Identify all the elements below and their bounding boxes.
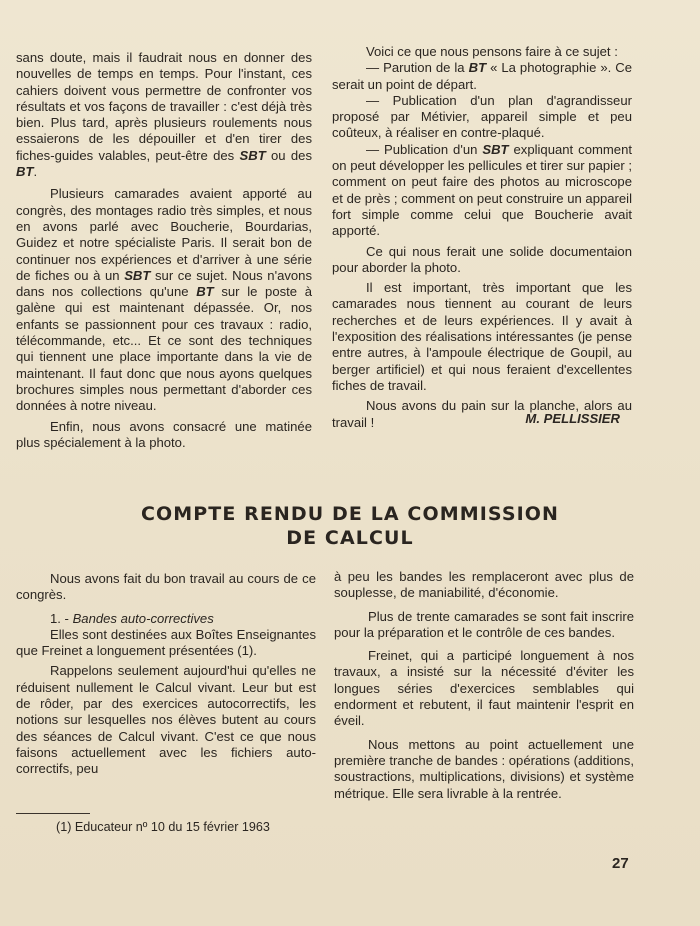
abbreviation-sbt: SBT (482, 141, 509, 157)
paragraph: Rappelons seulement aujourd'hui qu'elles ne réduisent nullement le Calcul vivant. Leur but est de rôder, par des exercices autocorrectifs, les notions sur lesquelles nos élèves butent au cours des séances de Calcul vivant. C'est ce que nous faisons actuellement avec les fichiers auto-correctifs, peu (16, 663, 316, 777)
text: « La photographie ». Ce serait un point de départ. (332, 60, 632, 92)
footnote: (1) Educateur nº 10 du 15 février 1963 (56, 820, 270, 834)
paragraph: Nous mettons au point actuellement une première tranche de bandes : opérations (additions, soustractions, multiplications, divisions) et système métrique. Elle sera livrable à la rentrée. (334, 736, 634, 801)
paragraph: Enfin, nous avons consacré une matinée plus spécialement à la photo. (16, 418, 312, 450)
text: — Parution de la (366, 60, 465, 76)
paragraph: Elles sont destinées aux Boîtes Enseignantes que Freinet a longuement présentées (1). (16, 626, 316, 659)
paragraph: Freinet, qui a participé longuement à nos travaux, a insisté sur la nécessité d'éviter les longues séries d'exercices semblables qui endorment et rebutent, il faut maintenir l'esprit en éveil. (334, 648, 634, 729)
paragraph: Nous avons du pain sur la planche, alors au travail ! (332, 398, 632, 430)
text: sur ce sujet. Nous n'avons dans nos collections qu'une (16, 267, 313, 300)
text: Plusieurs camarades avaient apporté au congrès, des montages radio très simples, et nous en avons parlé avec Boucherie, Bourdarias, Guidez et notre spécialiste Paris. Il serait bon de continuer nos expériences et d'arriver à une série de fiches ou à un (16, 186, 312, 283)
paragraph: Nous avons fait du bon travail au cours de ce congrès. (16, 571, 316, 603)
text: sur le poste à galène qui est maintenant dépassée. Or, nos enfants se passionnent pour ces travaux : radio, télécommande, etc... Et ce sont des techniques qui tiennent une place importante dans la vie de maintenant. Il faut donc que nous ayons quelques brochures simples nous permettant d'aborder ces données à notre niveau. (16, 284, 313, 414)
abbreviation-bt: BT (16, 164, 34, 180)
paragraph: Voici ce que nous pensons faire à ce sujet : (366, 44, 618, 59)
text: . (33, 164, 38, 180)
list-item (332, 142, 632, 240)
author-signature: M. PELLISSIER (525, 410, 620, 426)
paragraph (16, 186, 312, 414)
paragraph (16, 50, 312, 180)
list-item: — Publication d'un plan d'agrandisseur proposé par Métivier, appareil simple et peu coûteux, à réaliser en contre-plaqué. (332, 92, 632, 141)
text: expliquant comment on peut développer les pellicules et tirer sur papier ; comment on peut faire des photos au microscope et de près ; comment on peut construire un appareil fort simple comme celui que Boucherie avait apporté. (332, 141, 632, 239)
text: ou des (271, 147, 312, 163)
footnote-divider (16, 813, 90, 814)
column-bottom-right (334, 569, 634, 806)
section-number: 1. - (50, 610, 69, 626)
section-headline (60, 502, 640, 550)
abbreviation-bt: BT (196, 284, 214, 300)
column-bottom-left (16, 571, 316, 782)
page-number: 27 (612, 855, 629, 872)
abbreviation-bt: BT (468, 60, 487, 76)
text: — Publication d'un (366, 141, 478, 157)
column-top-right (332, 44, 632, 430)
section-title: Bandes auto-correctives (72, 610, 214, 626)
headline-line-1: COMPTE RENDU DE LA COMMISSION (140, 503, 560, 525)
list-item (332, 60, 632, 93)
abbreviation-sbt: SBT (124, 267, 151, 283)
paragraph: Plus de trente camarades se sont fait inscrire pour la préparation et le contrôle de ces bandes. (334, 608, 634, 640)
section-heading (16, 611, 316, 627)
paragraph: Il est important, très important que les camarades nous tiennent au courant de leurs recherches et de leurs expériences. Il y avait à l'exposition des réalisations intéressantes (je pense entre autres, à l'ampoule électrique de Goupil, au berger artificiel) et qui nous feraient d'excellentes fiches de travail. (332, 280, 632, 393)
headline-line-2: DE CALCUL (286, 527, 414, 549)
paragraph: Ce qui nous ferait une solide documentaion pour aborder la photo. (332, 243, 632, 275)
abbreviation-sbt: SBT (239, 147, 266, 163)
column-top-left (16, 50, 312, 455)
text: sans doute, mais il faudrait nous en donner des nouvelles de temps en temps. Pour l'instant, ces cahiers doivent vous permettre de confronter vos résultats et vos façons de travailler : c'est déjà très bien. Plus tard, après plusieurs roulements nous essaierons de les dépouiller et d'en tirer des fiches-guides valables, peut-être des (16, 50, 312, 163)
paragraph: à peu les bandes les remplaceront avec plus de souplesse, de maniabilité, d'économie. (334, 569, 634, 601)
